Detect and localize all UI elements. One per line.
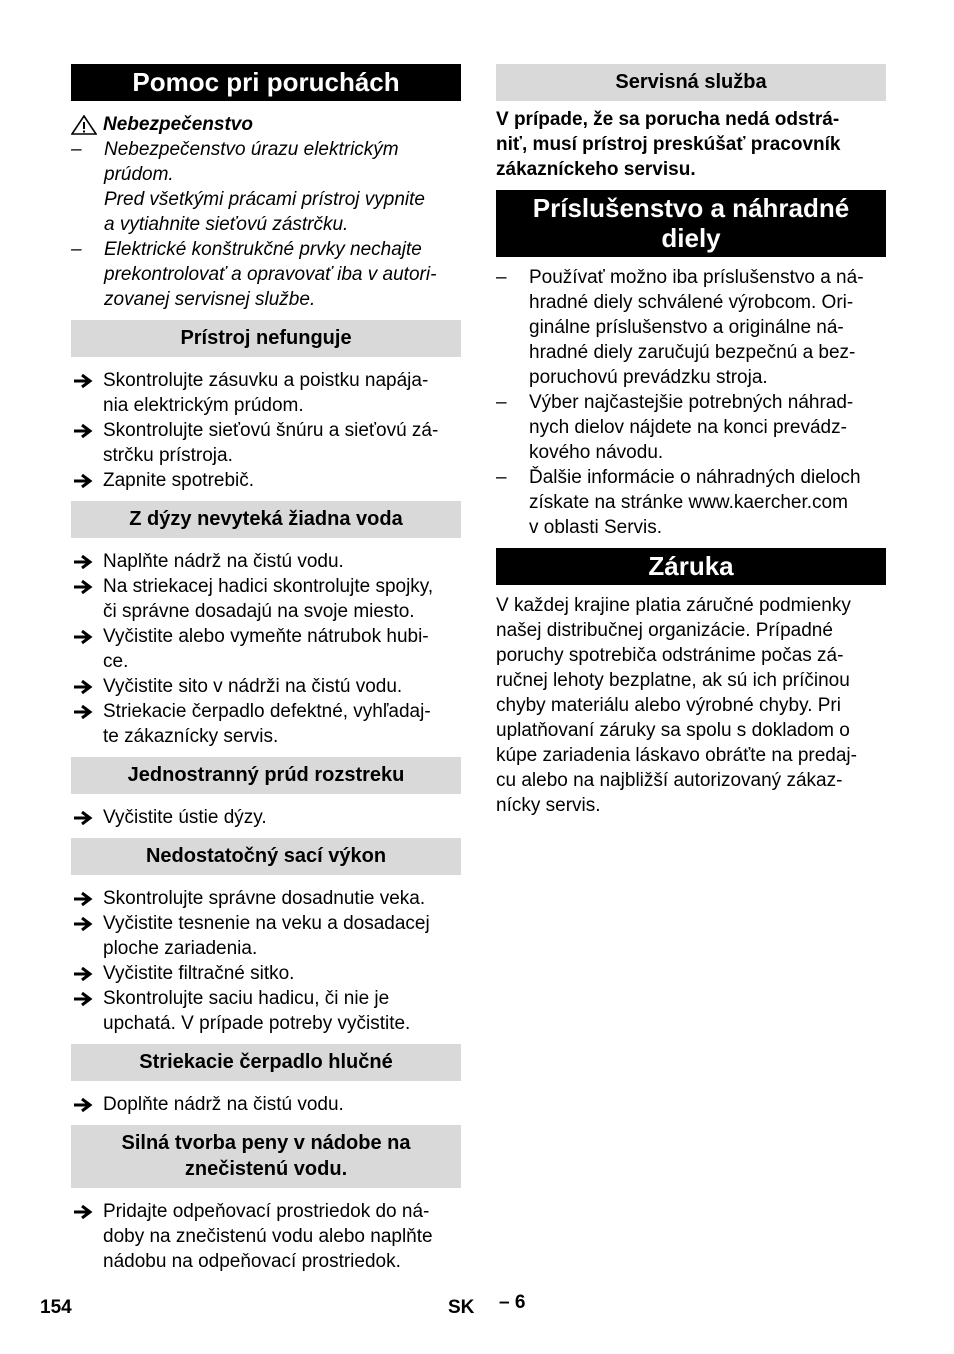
section-list-device-not-working bbox=[71, 368, 461, 493]
arrow-right-icon bbox=[73, 1205, 93, 1219]
list-item: Zapnite spotrebič. bbox=[71, 468, 461, 493]
list-item: Vyčistite alebo vymeňte nátrubok hubi- ce. bbox=[71, 624, 461, 674]
list-item: – Používať možno iba príslušenstvo a ná- hradné diely schválené výrobcom. Ori- ginálne príslušenstvo a originálne ná- hradné diely zaručujú bezpečnú a bez- poruchovú prevádzku stroja. bbox=[496, 267, 864, 388]
list-item: Skontrolujte sieťovú šnúru a sieťovú zá- strčku prístroja. bbox=[71, 418, 461, 468]
arrow-right-icon bbox=[73, 892, 93, 906]
warning-triangle-icon bbox=[71, 115, 97, 135]
arrow-right-icon bbox=[73, 630, 93, 644]
service-text: V prípade, že sa porucha nedá odstrá- niť, musí prístroj preskúšať pracovník zákazníckeho servisu. bbox=[496, 109, 841, 180]
list-item: Striekacie čerpadlo defektné, vyhľadaj- te zákaznícky servis. bbox=[71, 699, 461, 749]
list-item: Vyčistite sito v nádrži na čistú vodu. bbox=[71, 674, 461, 699]
list-item: Vyčistite filtračné sitko. bbox=[71, 961, 461, 986]
right-column bbox=[496, 64, 886, 818]
list-item: Na striekacej hadici skontrolujte spojky, či správne dosadajú na svoje miesto. bbox=[71, 574, 461, 624]
section-list-foam bbox=[71, 1199, 461, 1274]
arrow-right-icon bbox=[73, 705, 93, 719]
danger-title: Nebezpečenstvo bbox=[103, 114, 253, 135]
section-title-noisy-pump: Striekacie čerpadlo hlučné bbox=[71, 1044, 461, 1081]
page-number: 154 bbox=[40, 1297, 72, 1318]
section-list-low-suction bbox=[71, 886, 461, 1036]
section-list-no-water bbox=[71, 549, 461, 749]
arrow-right-icon bbox=[73, 424, 93, 438]
language-code: SK bbox=[448, 1297, 475, 1318]
service-title: Servisná služba bbox=[496, 64, 886, 101]
warranty-text: V každej krajine platia záručné podmienky našej distribučnej organizácie. Prípadné poruchy spotrebiča odstránime počas zá- ručnej lehoty bezplatne, ak sú ich príčinou chyby materiálu alebo výrobné chyby. Pri uplatňovaní záruky sa spolu s dokladom o kúpe zariadenia láskavo obráťte na predaj- cu alebo na najbližší autorizovaný zákaz- nícky servis. bbox=[496, 595, 857, 816]
arrow-right-icon bbox=[73, 992, 93, 1006]
danger-item: – Elektrické konštrukčné prvky nechajte prekontrolovať a opravovať iba v autori- zovanej servisnej službe. bbox=[71, 239, 437, 310]
arrow-right-icon bbox=[73, 474, 93, 488]
arrow-right-icon bbox=[73, 811, 93, 825]
list-item: Skontrolujte zásuvku a poistku napája- nia elektrickým prúdom. bbox=[71, 368, 461, 418]
section-list-one-sided-spray bbox=[71, 805, 461, 830]
warranty-title: Záruka bbox=[496, 548, 886, 585]
section-page-number: – 6 bbox=[499, 1292, 526, 1313]
list-item: Vyčistite ústie dýzy. bbox=[71, 805, 461, 830]
section-title-no-water: Z dýzy nevyteká žiadna voda bbox=[71, 501, 461, 538]
section-title-foam: Silná tvorba peny v nádobe na znečistenú vodu. bbox=[71, 1125, 461, 1188]
danger-list bbox=[71, 137, 461, 312]
arrow-right-icon bbox=[73, 374, 93, 388]
arrow-right-icon bbox=[73, 555, 93, 569]
list-item: Skontrolujte saciu hadicu, či nie je upchatá. V prípade potreby vyčistite. bbox=[71, 986, 461, 1036]
section-title-device-not-working: Prístroj nefunguje bbox=[71, 320, 461, 357]
arrow-right-icon bbox=[73, 580, 93, 594]
left-column bbox=[71, 64, 461, 1274]
list-item: Skontrolujte správne dosadnutie veka. bbox=[71, 886, 461, 911]
troubleshooting-title: Pomoc pri poruchách bbox=[71, 64, 461, 101]
danger-heading bbox=[71, 112, 461, 137]
accessories-list bbox=[496, 265, 886, 540]
list-item: – Výber najčastejšie potrebných náhrad- nych dielov nájdete na konci prevádz- kového návodu. bbox=[496, 392, 854, 463]
arrow-right-icon bbox=[73, 1098, 93, 1112]
arrow-right-icon bbox=[73, 680, 93, 694]
list-item: Naplňte nádrž na čistú vodu. bbox=[71, 549, 461, 574]
list-item: Doplňte nádrž na čistú vodu. bbox=[71, 1092, 461, 1117]
arrow-right-icon bbox=[73, 917, 93, 931]
list-item: Pridajte odpeňovací prostriedok do ná- doby na znečistenú vodu alebo naplňte nádobu na odpeňovací prostriedok. bbox=[71, 1199, 461, 1274]
arrow-right-icon bbox=[73, 967, 93, 981]
section-title-low-suction: Nedostatočný sací výkon bbox=[71, 838, 461, 875]
section-list-noisy-pump bbox=[71, 1092, 461, 1117]
section-title-one-sided-spray: Jednostranný prúd rozstreku bbox=[71, 757, 461, 794]
accessories-title: Príslušenstvo a náhradné diely bbox=[496, 190, 886, 257]
danger-item: – Nebezpečenstvo úrazu elektrickým prúdom. Pred všetkými prácami prístroj vypnite a vytiahnite sieťovú zástrčku. bbox=[71, 139, 425, 235]
list-item: – Ďalšie informácie o náhradných dieloch získate na stránke www.kaercher.com v oblasti Servis. bbox=[496, 467, 861, 538]
list-item: Vyčistite tesnenie na veku a dosadacej ploche zariadenia. bbox=[71, 911, 461, 961]
